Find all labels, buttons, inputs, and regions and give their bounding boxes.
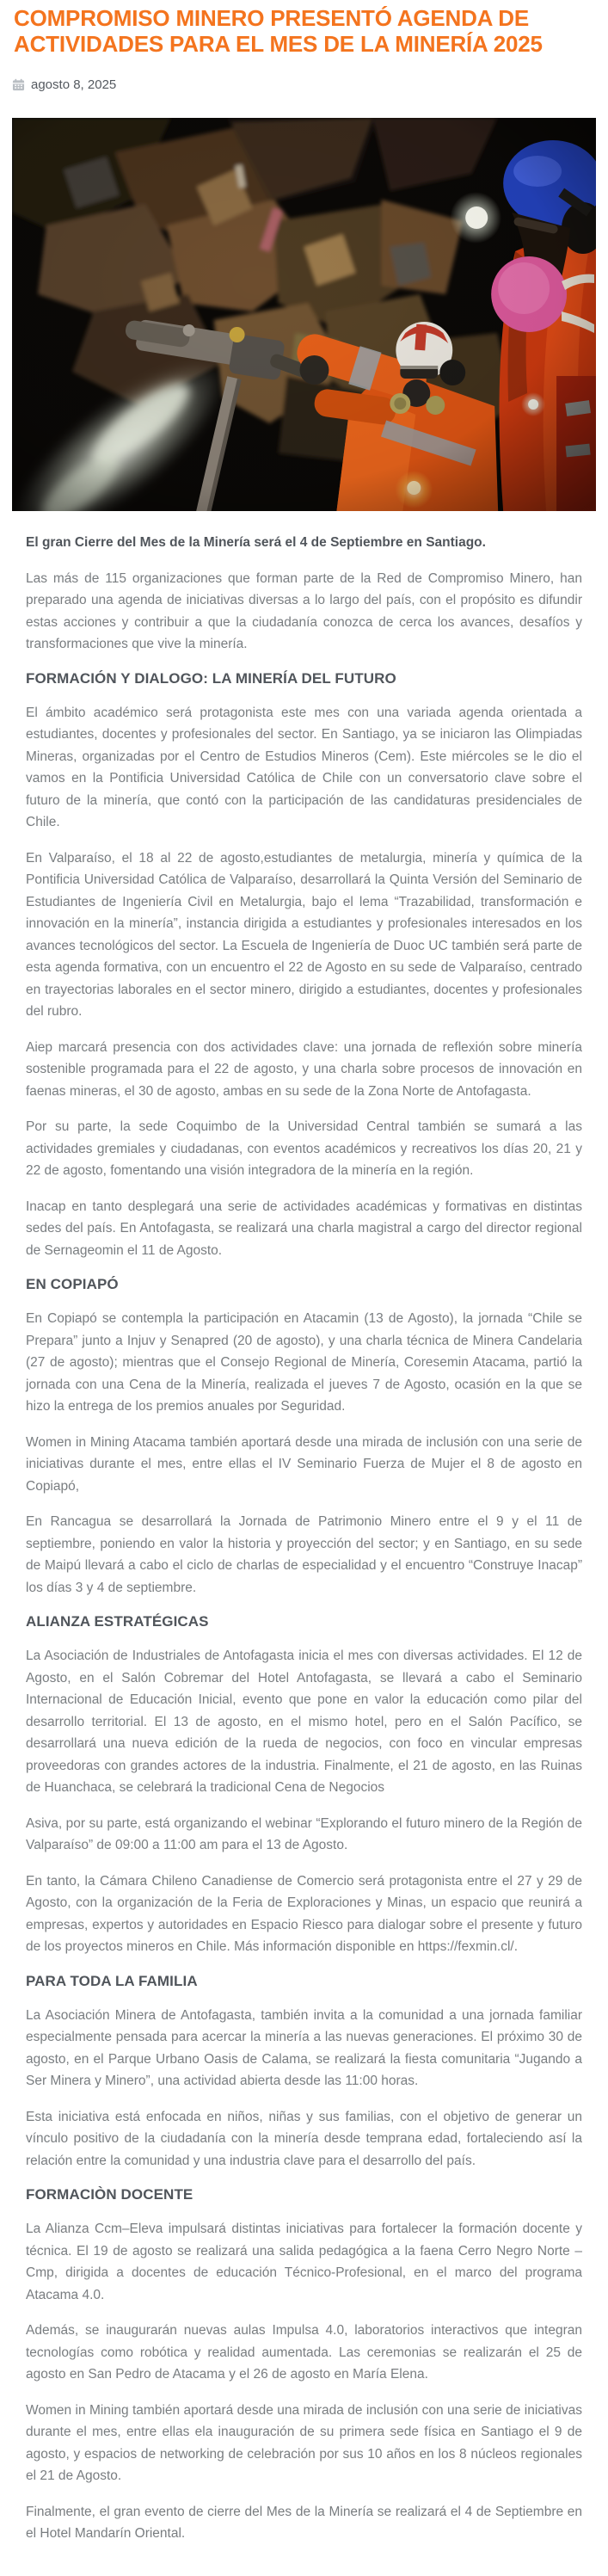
article-image [12, 118, 596, 511]
paragraph: El ámbito académico será protagonista este mes con una variada agenda orientada a estudiantes, docentes y profesionales del sector. En Santiago, ya se iniciaron las Olimpiadas Mineras, organizadas por el Centro de Estudios Mineros (Cem). Este miércoles se le dio el vamos en la Pontificia Universidad Católica de Chile con un conversatorio clave sobre el futuro de la minería, que contó con la participación de las candidaturas presidenciales de Chile. [26, 705, 582, 829]
paragraph: La Asociación Minera de Antofagasta, también invita a la comunidad a una jornada familiar especialmente pensada para acercar la minería a las nuevas generaciones. El próximo 30 de agosto, en el Parque Urbano Oasis de Calama, se realizará la fiesta comunitaria “Jugando a Ser Minera y Minero”, una actividad abierta desde las 11:00 horas. [26, 2007, 582, 2088]
article-title: COMPROMISO MINERO PRESENTÓ AGENDA DE ACTIVIDADES PARA EL MES DE LA MINERÍA 2025 [14, 5, 543, 57]
paragraph: Además, se inaugurarán nuevas aulas Impulsa 4.0, laboratorios interactivos que integran tecnologías como robótica y realidad aumentada. Las ceremonias se realizarán el 25 de agosto en San Pedro de Atacama y el 26 de agosto en María Elena. [26, 2323, 582, 2382]
paragraph: En tanto, la Cámara Chileno Canadiense de Comercio será protagonista entre el 27 y 29 de Agosto, con la organización de la Feria de Exploraciones y Minas, un espacio que reunirá a empresas, expertos y autoridades en Espacio Riesco para dialogar sobre el presente y futuro de los proyectos mineros en Chile. Más información disponible en https://fexmin.cl/. [26, 1873, 582, 1954]
paragraph: Women in Mining también aportará desde una mirada de inclusión con una serie de iniciativas durante el mes, entre ellas ela inauguración de su primera sede física en Santiago el 9 de agosto, y espacios de networking de celebración por sus 10 años en los 8 núcleos regionales el 21 de Agosto. [26, 2402, 582, 2483]
paragraph: Finalmente, el gran evento de cierre del Mes de la Minería se realizará el 4 de Septiembre en el Hotel Mandarín Oriental. [26, 2504, 582, 2541]
section-heading-formacion-dialogo: FORMACIÓN Y DIALOGO: LA MINERÍA DEL FUTURO [26, 669, 396, 687]
paragraph: Por su parte, la sede Coquimbo de la Universidad Central también se sumará a las actividades gremiales y ciudadanas, con eventos académicos y recreativos los días 20, 21 y 22 de agosto, fomentando una visión integradora de la minería en la región. [26, 1119, 582, 1178]
paragraph: Asiva, por su parte, está organizando el webinar “Explorando el futuro minero de la Región de Valparaíso” de 09:00 a 11:00 am para el 13 de Agosto. [26, 1815, 582, 1852]
paragraph: En Rancagua se desarrollará la Jornada de Patrimonio Minero entre el 9 y el 11 de septiembre, poniendo en valor la historia y proyección del sector; y en Santiago, en su sede de Maipú llevará a cabo el ciclo de charlas de especialidad y el encuentro “Construye Inacap” los días 3 y 4 de septiembre. [26, 1514, 582, 1595]
paragraph-intro: Las más de 115 organizaciones que forman parte de la Red de Compromiso Minero, han preparado una agenda de iniciativas diversas a lo largo del país, con el propósito es difundir estas acciones y contribuir a que la ciudadanía conozca de cerca los avances, desafíos y transformaciones que vive la minería. [26, 570, 582, 651]
image-caption: El gran Cierre del Mes de la Minería será el 4 de Septiembre en Santiago. [26, 535, 486, 550]
paragraph: Women in Mining Atacama también aportará desde una mirada de inclusión con una serie de iniciativas durante el mes, entre ellas el IV Seminario Fuerza de Mujer el 8 de agosto en Copiapó, [26, 1434, 582, 1494]
paragraph: Esta iniciativa está enfocada en niños, niñas y sus familias, con el objetivo de generar un vínculo positivo de la ciudadanía con la minería desde temprana edad, fortaleciendo así la relación entre la comunidad y una industria clave para el desarrollo del país. [26, 2109, 582, 2168]
article-body [12, 511, 596, 2545]
section-heading-alianza-estrategicas: ALIANZA ESTRATÉGICAS [26, 1613, 209, 1630]
paragraph: En Copiapó se contempla la participación en Atacamin (13 de Agosto), la jornada “Chile se Prepara” junto a Injuv y Senapred (20 de agosto), y una charla técnica de Minera Candelaria (27 de agosto); mientras que el Consejo Regional de Minería, Coresemin Atacama, partió la jornada con una Cena de la Minería, realizada el jueves 7 de Agosto, ocasión en la que se hizo la entrega de los premios anuales por Seguridad. [26, 1311, 582, 1414]
paragraph: Aiep marcará presencia con dos actividades clave: una jornada de reflexión sobre minería sostenible programada para el 22 de agosto, y una charla sobre procesos de innovación en faenas mineras, el 30 de agosto, ambas en su sede de la Zona Norte de Antofagasta. [26, 1039, 582, 1099]
calendar-icon [12, 78, 25, 91]
paragraph: La Asociación de Industriales de Antofagasta inicia el mes con diversas actividades. El 12 de Agosto, en el Salón Cobremar del Hotel Antofagasta, se llevará a cabo el Seminario Internacional de Educación Inicial, evento que pone en valor la educación como pilar del desarrollo territorial. El 13 de agosto, en el mismo hotel, pero en el Salón Pacífico, se desarrollará una nueva edición de la rueda de negocios, con foco en vincular empresas proveedoras con grandes actores de la industria. Finalmente, el 21 de agosto, en las Ruinas de Huanchaca, se celebrará la tradicional Cena de Negocios [26, 1649, 582, 1795]
paragraph: Inacap en tanto desplegará una serie de actividades académicas y formativas en distintas sedes del país. En Antofagasta, se realizará una charla magistral a cargo del director regional de Sernageomin el 11 de Agosto. [26, 1199, 582, 1258]
post-meta [12, 77, 596, 92]
paragraph: En Valparaíso, el 18 al 22 de agosto,estudiantes de metalurgia, minería y química de la Pontificia Universidad Católica de Valparaíso, desarrollará la Quinta Versión del Seminario de Estudiantes de Ingeniería Civil en Metalurgia, bajo el lema “Trazabilidad, transformación e innovación en la minería”, instancia dirigida a estudiantes y profesionales interesados en los avances tecnológicos del sector. La Escuela de Ingeniería de Duoc UC también será parte de esta agenda formativa, con un encuentro el 22 de Agosto en su sede de Valparaíso, centrado en trayectorias laborales en el sector minero, dirigido a estudiantes, docentes y profesionales del rubro. [26, 850, 582, 1019]
paragraph: La Alianza Ccm–Eleva impulsará distintas iniciativas para fortalecer la formación docente y técnica. El 19 de agosto se realizará una salida pedagógica a la faena Cerro Negro Norte – Cmp, dirigida a docentes de educación Técnico-Profesional, en el marco del programa Atacama 4.0. [26, 2222, 582, 2302]
post-date: agosto 8, 2025 [31, 77, 117, 92]
section-heading-en-copiapo: EN COPIAPÓ [26, 1276, 119, 1292]
section-heading-para-toda-la-familia: PARA TODA LA FAMILIA [26, 1972, 198, 1989]
section-heading-formacion-docente: FORMACIÒN DOCENTE [26, 2186, 193, 2203]
